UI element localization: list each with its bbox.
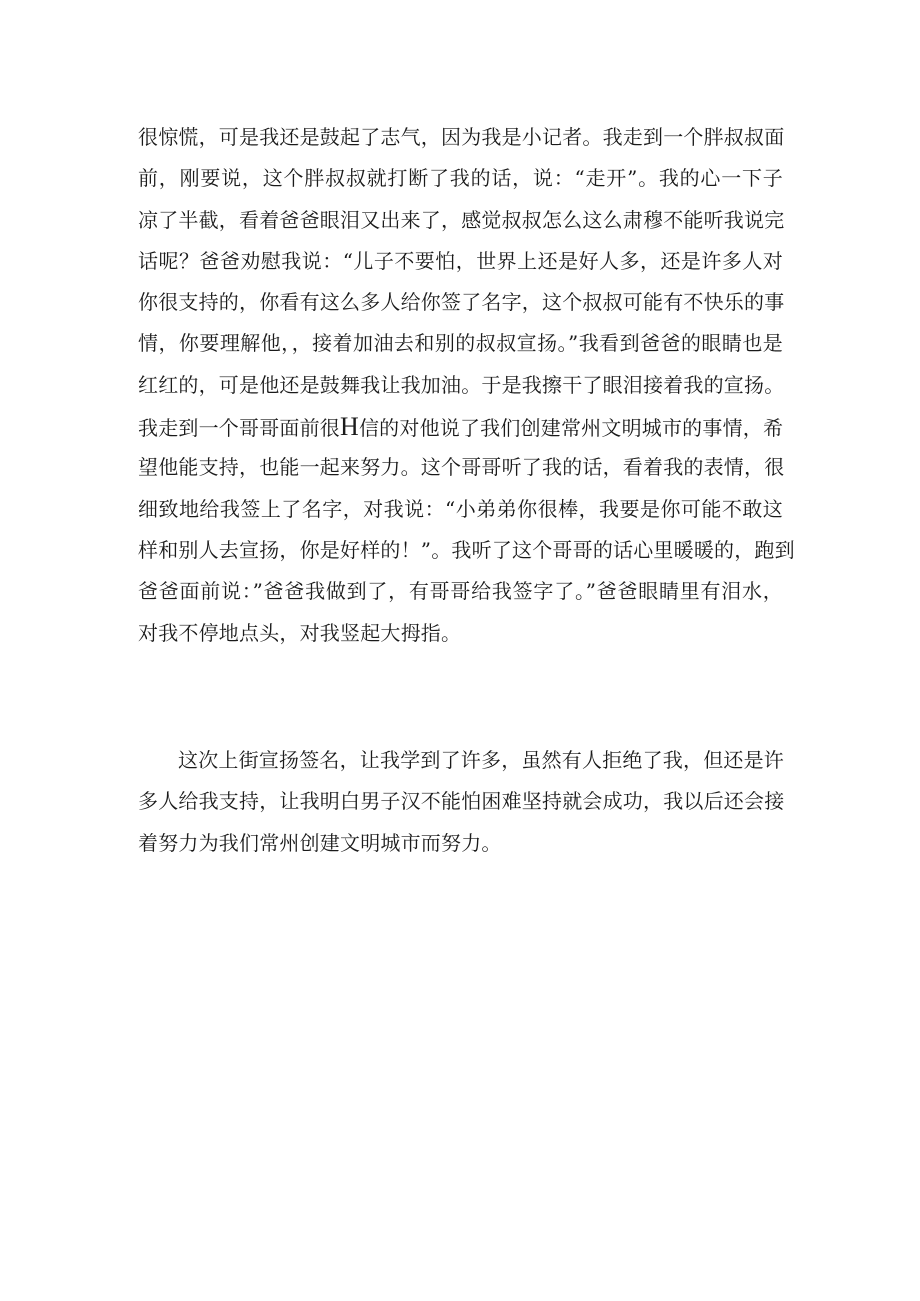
oversized-glyph: H [340,412,359,442]
paragraph-line: 这次上街宣扬签名，让我学到了许多，虽然有人拒绝了我，但还是许 [178,748,784,772]
paragraph-line: 多人给我支持，让我明白男子汉不能怕困难坚持就会成功，我以后还会接 [138,789,785,814]
paragraph-1 [138,117,795,654]
paragraph-line-with-glyph [138,406,783,447]
paragraph-line: 细致地给我签上了名字，对我说：“小弟弟你很棒，我要是你可能不敢这 [138,496,783,521]
paragraph-line: 你很支持的，你看有这么多人给你签了名字，这个叔叔可能有不快乐的事 [138,290,785,315]
paragraph-line: 样和别人去宣扬，你是好样的！”。我听了这个哥哥的话心里暖暖的，跑到 [138,537,795,562]
paragraph-line: 望他能支持，也能一起来努力。这个哥哥听了我的话，看着我的表情，很 [138,455,785,480]
paragraph-line: 爸爸面前说：”爸爸我做到了，有哥哥给我签字了。”爸爸眼睛里有泪水， [138,579,783,604]
paragraph-line: 情，你要理解他，，接着加油去和别的叔叔宣扬。”我看到爸爸的眼睛也是 [138,331,783,356]
paragraph-line: 着努力为我们常州创建文明城市而努力。 [138,830,502,855]
paragraph-line: 前，刚要说，这个胖叔叔就打断了我的话，说：“走开”。我的心一下子 [138,166,783,191]
paragraph-line: 话呢？爸爸劝慰我说：“儿子不要怕，世界上还是好人多，还是许多人对 [138,248,783,273]
line-segment: 信的对他说了我们创建常州文明城市的事情，希 [358,416,784,441]
paragraph-line: 凉了半截，看着爸爸眼泪又出来了，感觉叔叔怎么这么肃穆不能听我说完 [138,207,785,232]
paragraph-line: 很惊慌，可是我还是鼓起了志气，因为我是小记者。我走到一个胖叔叔面 [138,125,785,149]
paragraph-line: 对我不停地点头，对我竖起大拇指。 [138,620,462,645]
paragraph-line: 红红的，可是他还是鼓舞我让我加油。于是我擦干了眼泪接着我的宣扬。 [138,372,785,397]
line-segment: 我走到一个哥哥面前很 [138,416,340,441]
paragraph-2 [138,740,783,864]
